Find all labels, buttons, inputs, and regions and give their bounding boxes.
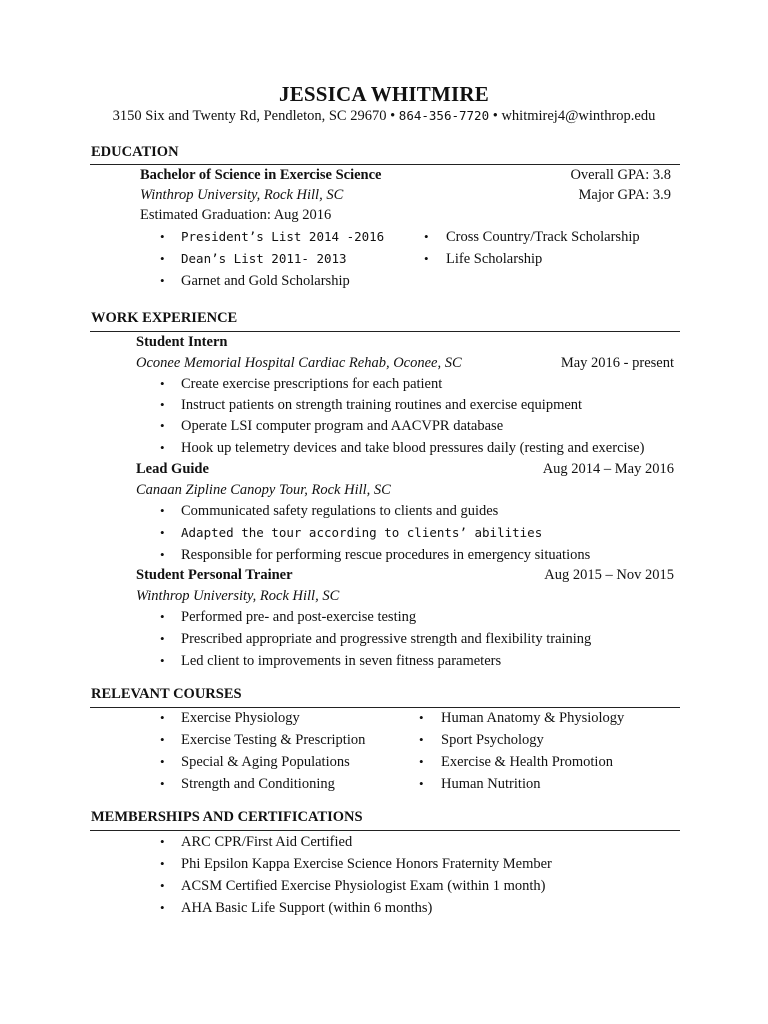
job-bullet: Led client to improvements in seven fitness parameters <box>181 653 502 669</box>
bullet: • <box>160 710 165 725</box>
memberships-heading: MEMBERSHIPS AND CERTIFICATIONS <box>91 809 363 825</box>
membership-item: AHA Basic Life Support (within 6 months) <box>181 900 433 916</box>
bullet: • <box>419 710 424 725</box>
job-role: Student Personal Trainer <box>136 567 293 583</box>
section-divider <box>90 707 680 708</box>
job-org: Oconee Memorial Hospital Cardiac Rehab, Oconee, SC <box>136 355 462 371</box>
phone: 864-356-7720 <box>398 108 490 123</box>
candidate-name: JESSICA WHITMIRE <box>279 82 489 106</box>
bullet: • <box>160 547 165 562</box>
bullet: • <box>160 653 165 668</box>
course-item: Special & Aging Populations <box>181 754 350 770</box>
honor-item: Garnet and Gold Scholarship <box>181 273 350 289</box>
bullet: • <box>160 418 165 433</box>
major-gpa: Major GPA: 3.9 <box>578 187 671 203</box>
job-dates: Aug 2014 – May 2016 <box>542 461 674 477</box>
course-item: Exercise & Health Promotion <box>441 754 613 770</box>
bullet: • <box>160 503 165 518</box>
section-divider <box>90 164 680 165</box>
bullet: • <box>160 397 165 412</box>
bullet: • <box>160 754 165 769</box>
honor-item: Life Scholarship <box>446 251 543 267</box>
bullet: • <box>160 732 165 747</box>
job-bullet: Adapted the tour according to clients’ abilities <box>181 525 543 540</box>
bullet: • <box>419 732 424 747</box>
job-bullet: Create exercise prescriptions for each patient <box>181 376 443 392</box>
job-dates: May 2016 - present <box>560 355 674 371</box>
job-bullet: Instruct patients on strength training routines and exercise equipment <box>181 397 583 413</box>
bullet: • <box>160 631 165 646</box>
membership-item: ARC CPR/First Aid Certified <box>181 834 353 850</box>
job-role: Lead Guide <box>136 461 209 477</box>
bullet: • <box>160 834 165 849</box>
section-divider <box>90 331 680 332</box>
overall-gpa: Overall GPA: 3.8 <box>570 167 671 183</box>
section-divider <box>90 830 680 831</box>
bullet: • <box>424 251 429 266</box>
bullet: • <box>160 229 165 244</box>
job-bullet: Communicated safety regulations to clients and guides <box>181 503 499 519</box>
bullet: • <box>160 251 165 266</box>
job-org: Winthrop University, Rock Hill, SC <box>136 588 340 604</box>
job-role: Student Intern <box>136 334 228 350</box>
job-bullet: Responsible for performing rescue procedures in emergency situations <box>181 547 591 563</box>
bullet: • <box>160 776 165 791</box>
job-dates: Aug 2015 – Nov 2015 <box>544 567 674 583</box>
job-bullet: Performed pre- and post-exercise testing <box>181 609 417 625</box>
job-bullet: Operate LSI computer program and AACVPR database <box>181 418 504 434</box>
membership-item: Phi Epsilon Kappa Exercise Science Honors Fraternity Member <box>181 856 552 872</box>
bullet: • <box>419 754 424 769</box>
bullet: • <box>160 376 165 391</box>
honor-item: Cross Country/Track Scholarship <box>446 229 640 245</box>
course-item: Sport Psychology <box>441 732 544 748</box>
bullet: • <box>160 900 165 915</box>
honor-item: President’s List 2014 -2016 <box>181 229 385 244</box>
work-heading: WORK EXPERIENCE <box>91 310 238 326</box>
graduation-date: Estimated Graduation: Aug 2016 <box>140 207 332 223</box>
bullet: • <box>160 273 165 288</box>
course-item: Exercise Physiology <box>181 710 300 726</box>
separator: • <box>390 108 396 124</box>
bullet: • <box>160 878 165 893</box>
course-item: Exercise Testing & Prescription <box>181 732 366 748</box>
course-item: Human Anatomy & Physiology <box>441 710 625 726</box>
membership-item: ACSM Certified Exercise Physiologist Exam (within 1 month) <box>181 878 546 894</box>
bullet: • <box>160 525 165 540</box>
school: Winthrop University, Rock Hill, SC <box>140 187 344 203</box>
course-item: Strength and Conditioning <box>181 776 335 792</box>
contact-line <box>0 108 768 125</box>
bullet: • <box>160 856 165 871</box>
separator: • <box>492 108 498 124</box>
courses-heading: RELEVANT COURSES <box>91 686 242 702</box>
honor-item: Dean’s List 2011- 2013 <box>181 251 347 266</box>
email: whitmirej4@winthrop.edu <box>501 108 656 124</box>
course-item: Human Nutrition <box>441 776 541 792</box>
address: 3150 Six and Twenty Rd, Pendleton, SC 29670 <box>112 108 387 124</box>
bullet: • <box>424 229 429 244</box>
job-org: Canaan Zipline Canopy Tour, Rock Hill, SC <box>136 482 391 498</box>
job-bullet: Hook up telemetry devices and take blood pressures daily (resting and exercise) <box>181 440 645 456</box>
bullet: • <box>419 776 424 791</box>
degree: Bachelor of Science in Exercise Science <box>140 167 382 183</box>
bullet: • <box>160 440 165 455</box>
education-heading: EDUCATION <box>91 144 179 160</box>
job-bullet: Prescribed appropriate and progressive strength and flexibility training <box>181 631 592 647</box>
bullet: • <box>160 609 165 624</box>
